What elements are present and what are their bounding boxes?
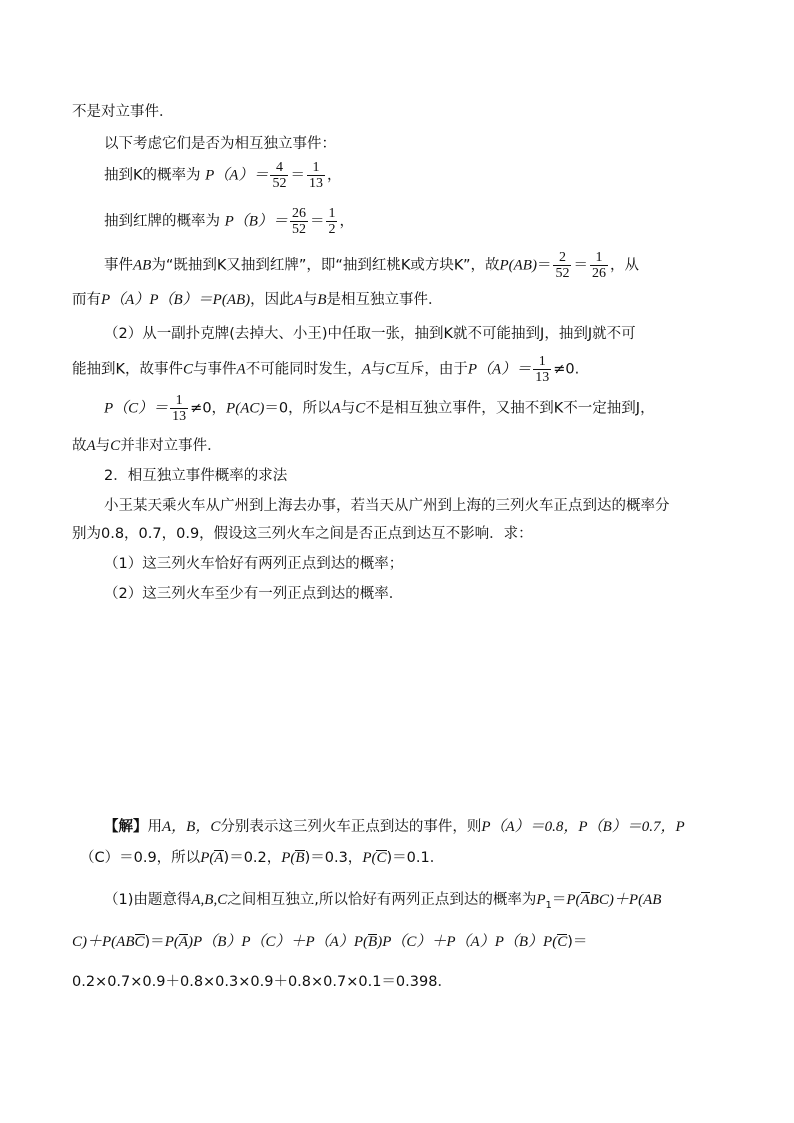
text: （1)由题意得 [104, 892, 192, 908]
text: )＝ [144, 934, 165, 950]
complement-b: B [295, 850, 305, 866]
prob-expr: P（B）＝ [224, 213, 288, 230]
text: 抽到红牌的概率为 [104, 213, 220, 230]
text: 与 [370, 361, 386, 378]
fraction [533, 354, 551, 385]
complement-a: A [580, 892, 590, 908]
text: 能抽到K，故事件 [72, 361, 184, 378]
text: 用 [147, 819, 162, 835]
prob-expr: P [675, 819, 685, 835]
text: 2．相互独立事件概率的求法 [104, 468, 288, 484]
text: （C）＝0.9，所以 [80, 850, 201, 866]
prob-expr: P( [164, 934, 179, 950]
complement-b: B [368, 934, 378, 950]
text: ＝ [551, 892, 567, 908]
complement-a: A [178, 934, 189, 950]
denominator: 52 [272, 176, 287, 191]
solution-tag: 【解】 [104, 819, 148, 835]
denominator: 26 [591, 266, 606, 281]
denominator: 52 [555, 266, 570, 281]
text: )＝0.3， [304, 850, 363, 866]
text: ≠0. [553, 361, 580, 378]
denominator: 13 [308, 176, 323, 191]
text-line [72, 436, 222, 456]
denominator: 52 [291, 222, 306, 237]
text: ＝ [536, 257, 552, 274]
event-vars: A,B,C [191, 892, 228, 908]
text: 并非对立事件． [120, 438, 222, 454]
solution-line [80, 848, 444, 868]
text: 与 [302, 292, 318, 308]
fraction [553, 250, 571, 281]
denominator: 13 [172, 409, 187, 424]
numerator: 1 [170, 393, 188, 409]
text-line [104, 134, 336, 154]
complement-c: C [376, 850, 387, 866]
text-line [104, 584, 403, 604]
prob-expr: )P（B）P（C）＋P（A） [188, 934, 354, 950]
fraction [326, 206, 337, 237]
text: )＝0.1． [386, 850, 445, 866]
text: 事件 [104, 257, 133, 274]
event-ab: AB [133, 257, 152, 274]
event-a: A [293, 292, 303, 308]
prob-expr: P(AB) [212, 292, 251, 308]
prob-expr: P( [362, 850, 377, 866]
prob-expr: P（C）＝ [104, 400, 169, 417]
prob-expr: P [536, 892, 546, 908]
text: 不是相互独立事件，又抽不到K不一定抽到J， [365, 400, 655, 417]
text-line [104, 554, 403, 574]
text: 分别表示这三列火车正点到达的事件，则 [220, 819, 482, 835]
numerator: 1 [590, 250, 608, 266]
text: 是相互独立事件． [326, 292, 443, 308]
text: 不是对立事件． [72, 104, 174, 120]
numerator: 2 [553, 250, 571, 266]
complement-c: C [134, 934, 145, 950]
event-a: A [86, 438, 96, 454]
event-b: B [317, 292, 327, 308]
text: 互斥，由于 [395, 361, 468, 378]
text: 抽到K的概率为 [104, 167, 201, 184]
subscript: 1 [545, 899, 552, 911]
event-vars: A，B，C [162, 819, 221, 835]
complement-c: C [557, 934, 568, 950]
numerator: 4 [270, 160, 288, 176]
numerator: 1 [307, 160, 325, 176]
text: 以下考虑它们是否为相互独立事件： [104, 136, 336, 152]
event-c: C [183, 361, 194, 378]
prob-expr: )P（C）＋P（A）P（B） [377, 934, 544, 950]
result-text: 0.2×0.7×0.9＋0.8×0.3×0.9＋0.8×0.7×0.1＝0.398． [72, 974, 452, 990]
prob-expr: P（B）＝0.7， [578, 819, 676, 835]
text: ＝ [573, 257, 588, 274]
event-c: C [385, 361, 396, 378]
section-heading [104, 466, 287, 486]
formula-line [104, 206, 354, 237]
formula-line [104, 250, 639, 281]
prob-expr: P（A）P（B）＝ [101, 292, 213, 308]
text: 与事件 [193, 361, 237, 378]
prob-expr: P( [543, 934, 558, 950]
text: 而有 [72, 292, 101, 308]
text: ， [339, 213, 354, 230]
formula-line [104, 160, 341, 191]
denominator: 13 [535, 370, 550, 385]
formula-line [72, 290, 442, 310]
formula-line [104, 393, 655, 424]
prob-expr: P(AB [628, 892, 662, 908]
text-line [104, 496, 670, 516]
prob-expr: P( [566, 892, 581, 908]
event-a: A [331, 400, 341, 417]
event-a: A [361, 361, 371, 378]
prob-expr: C)＋ [72, 934, 103, 950]
text: ＝0，所以 [264, 400, 332, 417]
text: ，因此 [250, 292, 294, 308]
text: ≠0， [190, 400, 227, 417]
text: 不可能同时发生， [245, 361, 362, 378]
prob-expr: P（A）＝ [205, 167, 269, 184]
prob-expr: P(AB) [499, 257, 537, 274]
fraction [290, 206, 308, 237]
text: 小王某天乘火车从广州到上海去办事，若当天从广州到上海的三列火车正点到达的概率分 [104, 498, 670, 514]
text: ，从 [609, 257, 639, 274]
text-line [104, 324, 636, 344]
solution-line [104, 890, 661, 916]
event-c: C [110, 438, 121, 454]
numerator: 1 [533, 354, 551, 370]
complement-a: A [214, 850, 224, 866]
text: 与 [340, 400, 356, 417]
prob-expr: P（A）＝ [467, 361, 532, 378]
text: 为“既抽到K又抽到红牌”，即“抽到红桃K或方块K”，故 [151, 257, 500, 274]
fraction [590, 250, 608, 281]
text: （2）从一副扑克牌(去掉大、小王)中任取一张，抽到K就不可能抽到J，抽到J就不可 [104, 326, 636, 342]
text: （1）这三列火车恰好有两列正点到达的概率； [104, 556, 404, 572]
text: ＝ [309, 213, 325, 230]
text: )＝0.2， [223, 850, 282, 866]
numerator: 1 [328, 206, 336, 221]
fraction [270, 160, 288, 191]
prob-expr: P( [353, 934, 369, 950]
denominator: 2 [328, 222, 336, 237]
numerator: 26 [291, 206, 306, 221]
text: 故 [72, 438, 87, 454]
prob-expr: P（A）＝0.8， [481, 819, 579, 835]
event-c: C [355, 400, 366, 417]
formula-line [72, 354, 579, 385]
solution-line [72, 932, 587, 952]
prob-expr: P(AB [102, 934, 135, 950]
text: 与 [95, 438, 111, 454]
solution-line [104, 817, 685, 837]
event-a: A [236, 361, 246, 378]
prob-expr: P( [281, 850, 296, 866]
text: ＝ [290, 167, 305, 184]
prob-expr: BC)＋ [589, 892, 629, 908]
text: 别为0.8，0.7，0.9，假设这三列火车之间是否正点到达互不影响．求： [72, 526, 533, 542]
fraction [170, 393, 188, 424]
text: )＝ [567, 934, 588, 950]
text: （2）这三列火车至少有一列正点到达的概率． [104, 586, 404, 602]
prob-expr: P( [200, 850, 215, 866]
text-line [72, 524, 533, 544]
text-line [72, 102, 174, 122]
text: ， [326, 167, 342, 184]
fraction [307, 160, 325, 191]
solution-line [72, 972, 452, 992]
prob-expr: P(AC) [226, 400, 265, 417]
text: 之间相互独立,所以恰好有两列正点到达的概率为 [227, 892, 537, 908]
